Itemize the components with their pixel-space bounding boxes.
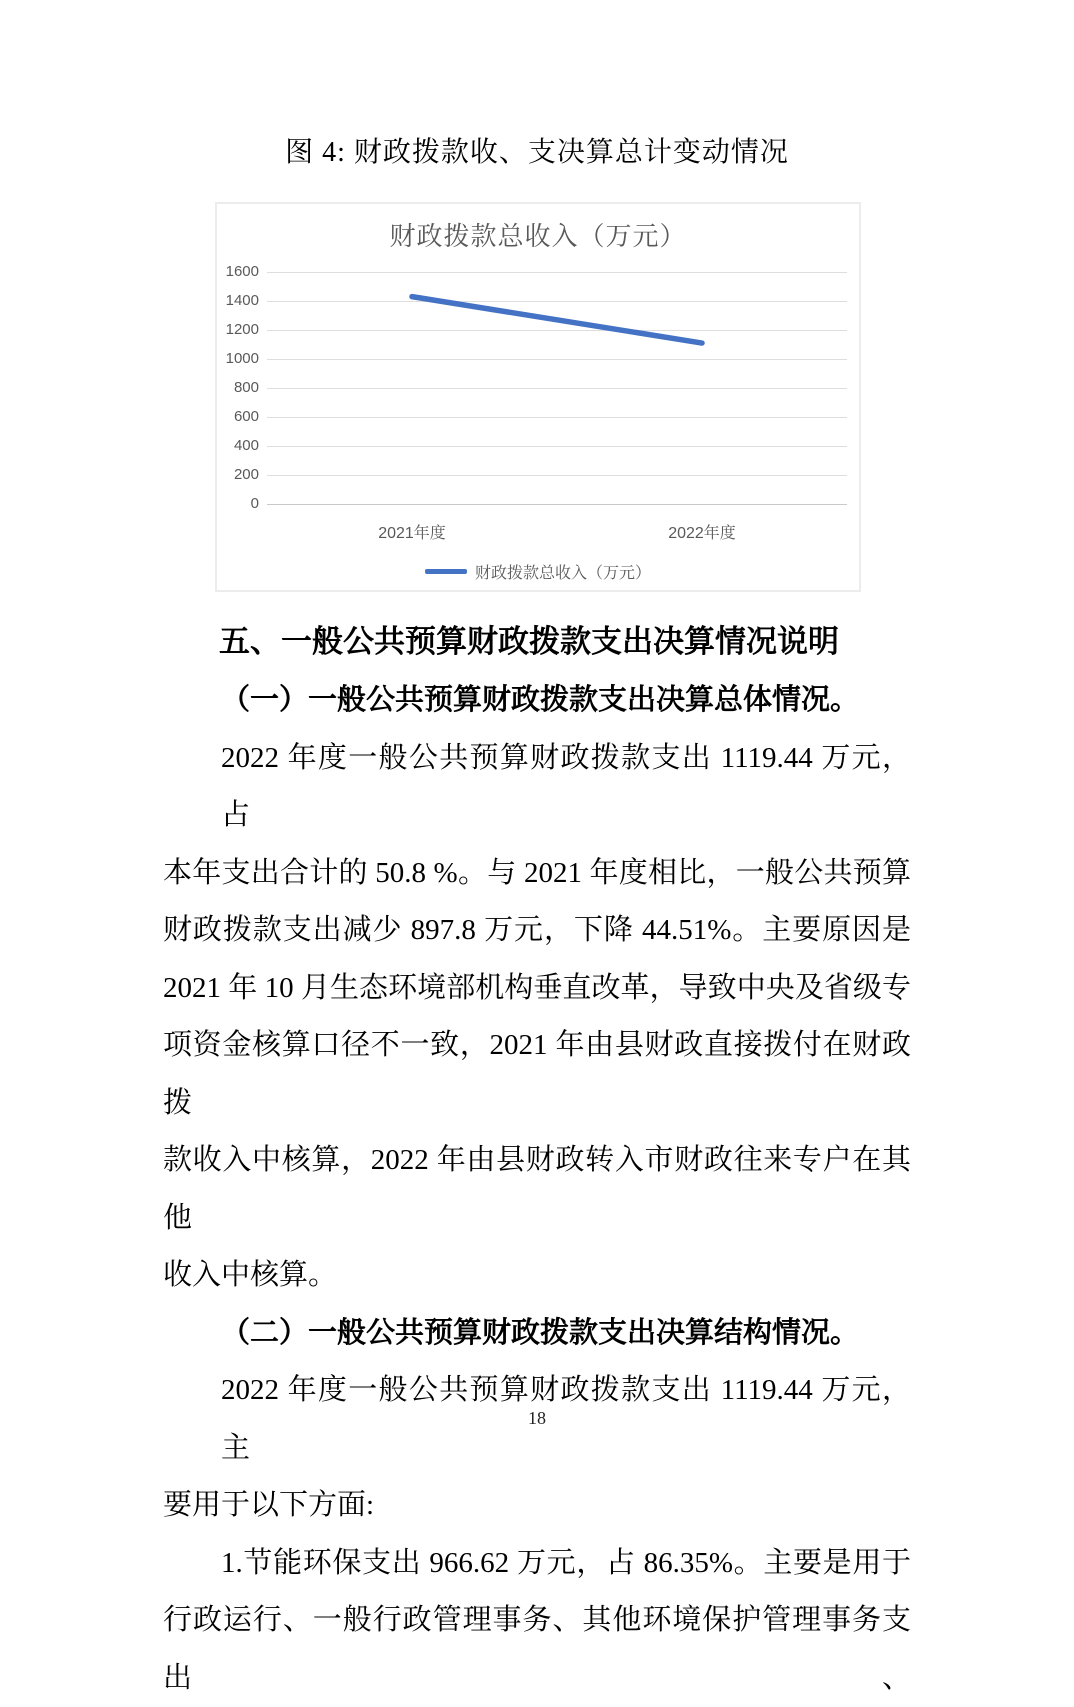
- y-axis-tick-1400: 1400: [225, 292, 259, 309]
- legend-label: 财政拨款总收入（万元）: [474, 565, 651, 582]
- line-chart: [215, 202, 861, 592]
- chart-legend: [217, 560, 859, 583]
- legend-line-swatch: [425, 569, 467, 574]
- section-heading: 五、一般公共预算财政拨款支出决算情况说明: [219, 624, 839, 659]
- y-axis-tick-1200: 1200: [225, 321, 259, 338]
- body-text-line: 款收入中核算，2022 年由县财政转入市财政往来专户在其他: [163, 1144, 911, 1234]
- x-axis-label-2021: 2021年度: [378, 525, 446, 542]
- y-axis-tick-1000: 1000: [225, 350, 259, 367]
- body-text-line: 1.节能环保支出 966.62 万元，占 86.35%。主要是用于: [221, 1546, 911, 1579]
- chart-title: 财政拨款总收入（万元）: [389, 222, 687, 251]
- y-axis-tick-600: 600: [233, 408, 259, 425]
- body-content: [163, 612, 911, 1707]
- y-axis-tick-1600: 1600: [225, 263, 259, 280]
- paragraph-lines: [163, 672, 911, 1707]
- body-text-line: 要用于以下方面:: [163, 1489, 375, 1521]
- y-axis-tick-200: 200: [233, 466, 259, 483]
- body-text-line: 2021 年 10 月生态环境部机构垂直改革，导致中央及省级专: [163, 971, 911, 1004]
- y-axis-tick-800: 800: [233, 379, 259, 396]
- x-axis-label-2022: 2022年度: [668, 525, 736, 542]
- body-text-line: 项资金核算口径不一致，2021 年由县财政直接拨付在财政拨: [163, 1029, 911, 1119]
- body-text-line: 本年支出合计的 50.8 %。与 2021 年度相比，一般公共预算: [163, 856, 911, 889]
- body-text-line: 行政运行、一般行政管理事务、其他环境保护管理事务支出、: [163, 1604, 911, 1694]
- series-polyline: [412, 297, 702, 343]
- y-axis-tick-400: 400: [233, 437, 259, 454]
- subheading-line: （二）一般公共预算财政拨款支出决算结构情况。: [221, 1316, 860, 1349]
- page-number: 18: [528, 1408, 546, 1428]
- subheading-line: （一）一般公共预算财政拨款支出决算总体情况。: [221, 684, 860, 716]
- body-text-line: 财政拨款支出减少 897.8 万元，下降 44.51%。主要原因是: [163, 914, 911, 946]
- body-text-line: 收入中核算。: [163, 1259, 338, 1291]
- figure-caption: 图 4: 财政拨款收、支决算总计变动情况: [285, 137, 789, 168]
- body-text-line: 2022 年度一般公共预算财政拨款支出 1119.44 万元，主: [221, 1374, 911, 1464]
- body-text-line: 2022 年度一般公共预算财政拨款支出 1119.44 万元，占: [221, 741, 911, 831]
- y-axis-tick-0: 0: [250, 495, 259, 512]
